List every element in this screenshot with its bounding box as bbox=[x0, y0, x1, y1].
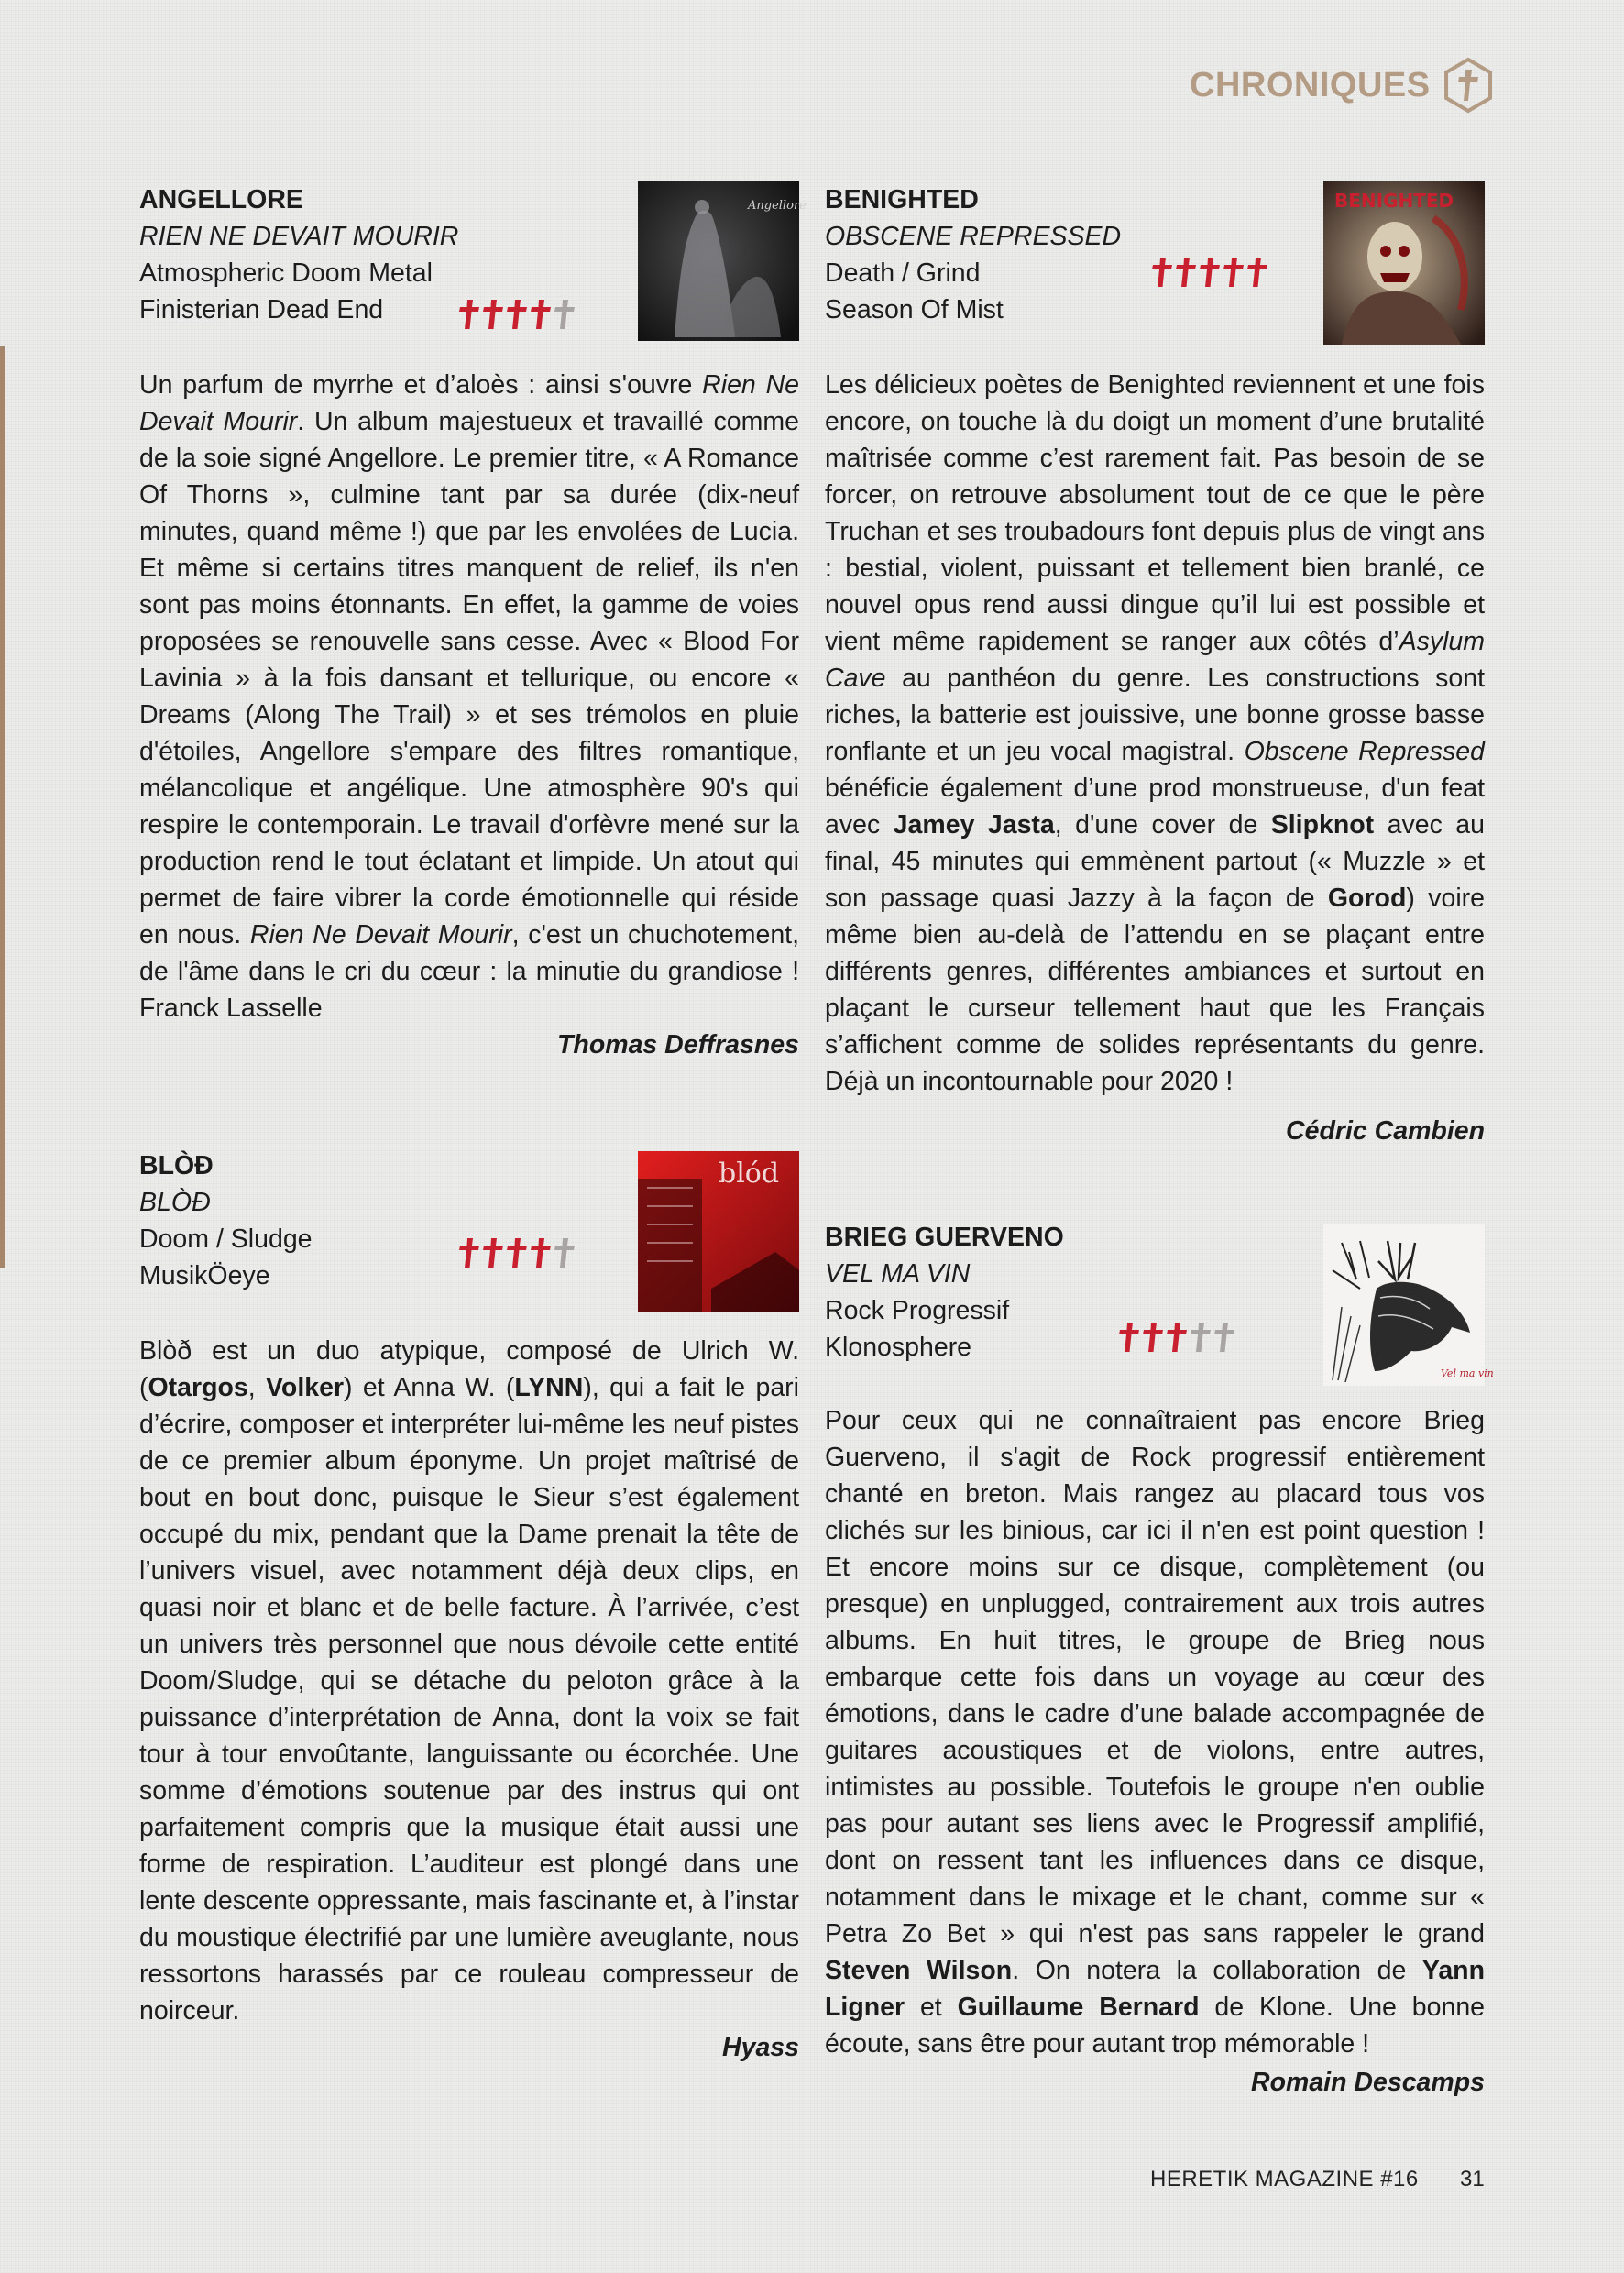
band-name: ANGELLORE bbox=[139, 185, 303, 214]
italic-run: Obscene Repressed bbox=[1244, 737, 1485, 766]
band-name: BRIEG GUERVENO bbox=[825, 1223, 1064, 1252]
text-run: , c'est un chuchotement, de l'âme dans le cri du cœur : la minutie du grandiose ! Franck Lasselle bbox=[139, 920, 800, 1023]
band-name: BENIGHTED bbox=[825, 185, 979, 214]
bold-run: Volker bbox=[266, 1373, 345, 1402]
review-paragraph bbox=[139, 1333, 799, 2029]
genre: Doom / Sludge bbox=[139, 1224, 313, 1254]
review-body bbox=[139, 367, 799, 1027]
album-title: VEL MA VIN bbox=[825, 1259, 971, 1289]
rating-cross-filled-icon bbox=[530, 1237, 552, 1268]
cover-lettering: BENIGHTED bbox=[1334, 190, 1454, 212]
review-paragraph bbox=[825, 367, 1485, 1100]
text-run: avec au final, 45 minutes qui emmènent partout (« Muzzle » et son passage quasi Jazzy à la façon de bbox=[825, 810, 1485, 913]
genre: Rock Progressif bbox=[825, 1296, 1010, 1325]
text-run: de Klone. Une bonne écoute, sans être pour autant trop mémorable ! bbox=[825, 1993, 1486, 2059]
rating-cross-empty-icon bbox=[1213, 1322, 1235, 1353]
text-run: bénéficie également d’une prod monstrueuse, d'un feat avec bbox=[825, 774, 1485, 840]
bold-run: LYNN bbox=[514, 1373, 584, 1402]
review-paragraph bbox=[139, 367, 799, 1027]
review-author: Cédric Cambien bbox=[1286, 1116, 1485, 1146]
review-paragraph bbox=[825, 1402, 1485, 2062]
rating-cross-filled-icon bbox=[1223, 257, 1245, 288]
rating-cross-filled-icon bbox=[506, 1237, 528, 1268]
rating-cross-filled-icon bbox=[1118, 1322, 1140, 1353]
rating-cross-empty-icon bbox=[1190, 1322, 1212, 1353]
album-cover bbox=[1323, 181, 1485, 345]
italic-run: Asylum Cave bbox=[825, 627, 1485, 693]
rating-cross-filled-icon bbox=[506, 299, 528, 330]
italic-run: Rien Ne Devait Mourir bbox=[139, 370, 800, 436]
text-run: . On notera la collaboration de bbox=[1012, 1956, 1422, 1985]
text-run: Les délicieux poètes de Benighted reviennent et une fois encore, on touche là du doigt un moment d’une brutalité maîtrisée comme c’est rarement fait. Pas besoin de se forcer, on retrouve absolument tout de ce que le père Truchan et ses troubadours font depuis plus de vingt ans : bestial, violent, puissant et tellement bien branlé, ce nouvel opus rend aussi dingue qu’il lui est possible et vient même rapidement se ranger aux côtés d’ bbox=[825, 370, 1485, 656]
rating-cross-filled-icon bbox=[458, 299, 480, 330]
rating-cross-filled-icon bbox=[1142, 1322, 1164, 1353]
genre: Death / Grind bbox=[825, 258, 981, 288]
review-benighted bbox=[825, 181, 1485, 1149]
review-body bbox=[825, 1402, 1485, 2062]
record-label: Season Of Mist bbox=[825, 295, 1004, 324]
rating bbox=[458, 1237, 576, 1268]
cover-lettering: Vel ma vin bbox=[1441, 1367, 1494, 1379]
svg-text:Angellore: Angellore bbox=[748, 199, 807, 213]
text-run: Pour ceux qui ne connaîtraient pas encore Brieg Guerveno, il s'agit de Rock progressif entièrement chanté en breton. Mais rangez au placard tous vos clichés sur les binious, car ici il n'en est point question ! Et encore moins sur ce disque, complètement (ou presque) en unplugged, contrairement aux trois autres albums. En huit titres, le groupe de Brieg nous embarque cette fois dans un voyage au cœur des émotions, dans le cadre d’une balade accompagnée de guitares acoustiques et de violons, entre autres, intimistes au possible. Toutefois le groupe n'en oublie pas pour autant ses liens avec le Progressif amplifié, dont on ressent tant les influences dans ce disque, notamment dans le mixage et le chant, comme sur « Petra Zo Bet » qui n'est pas sans rappeler le grand bbox=[825, 1406, 1485, 1949]
text-run: Blòð est un duo atypique, composé de Ulrich W. ( bbox=[139, 1336, 799, 1402]
album-cover bbox=[1323, 1224, 1494, 1386]
text-run: ) voire même bien au-delà de l’attendu en se plaçant entre différents genres, différentes ambiances et surtout en plaçant le curseur tellement haut que les Français s’affichent comme de solides représentants du genre. Déjà un incontournable pour 2020 ! bbox=[825, 884, 1485, 1096]
band-name: BLÒÐ bbox=[139, 1151, 214, 1180]
review-meta bbox=[139, 181, 807, 346]
page-number: 31 bbox=[1460, 2167, 1485, 2191]
review-author: Thomas Deffrasnes bbox=[557, 1030, 799, 1060]
review-author: Hyass bbox=[722, 2033, 799, 2062]
bold-run: Otargos bbox=[148, 1373, 248, 1402]
album-cover bbox=[638, 1151, 799, 1312]
footer-magazine: HERETIK MAGAZINE #16 bbox=[1150, 2167, 1419, 2191]
side-accent-bar bbox=[0, 346, 5, 1268]
rating-cross-filled-icon bbox=[1199, 257, 1221, 288]
heretik-cross-logo-icon bbox=[1440, 57, 1497, 114]
bold-run: Gorod bbox=[1327, 884, 1407, 913]
review-angellore bbox=[139, 181, 807, 1063]
album-title: BLÒÐ bbox=[139, 1188, 211, 1217]
section-title: CHRONIQUES bbox=[1190, 65, 1431, 104]
genre: Atmospheric Doom Metal bbox=[139, 258, 433, 288]
italic-run: Rien Ne Devait Mourir bbox=[249, 920, 512, 950]
rating-cross-filled-icon bbox=[1151, 257, 1173, 288]
rating bbox=[1118, 1322, 1235, 1353]
cover-lettering: blód bbox=[719, 1158, 780, 1190]
rating-cross-filled-icon bbox=[482, 299, 504, 330]
text-run: Un parfum de myrrhe et d’aloès : ainsi s'ouvre bbox=[139, 370, 703, 400]
rating-cross-filled-icon bbox=[458, 1237, 480, 1268]
rating-cross-filled-icon bbox=[482, 1237, 504, 1268]
review-meta bbox=[825, 1219, 1494, 1384]
rating-cross-filled-icon bbox=[530, 299, 552, 330]
rating-cross-filled-icon bbox=[1175, 257, 1197, 288]
text-run: au panthéon du genre. Les constructions sont riches, la batterie est jouissive, une bonne grosse basse ronflante et un jeu vocal magistral. bbox=[825, 664, 1485, 766]
review-author: Romain Descamps bbox=[1250, 2068, 1485, 2097]
album-title: OBSCENE REPRESSED bbox=[825, 222, 1122, 251]
review-blod bbox=[139, 1147, 799, 2066]
album-cover bbox=[638, 181, 807, 341]
text-run: , d'une cover de bbox=[1054, 810, 1271, 840]
review-body bbox=[825, 367, 1485, 1100]
rating bbox=[458, 299, 576, 330]
review-meta bbox=[825, 181, 1485, 346]
review-meta bbox=[139, 1147, 799, 1312]
album-title: RIEN NE DEVAIT MOURIR bbox=[139, 222, 459, 251]
rating-cross-filled-icon bbox=[1246, 257, 1268, 288]
review-brieg-guerveno bbox=[825, 1219, 1494, 2101]
rating-cross-empty-icon bbox=[554, 1237, 576, 1268]
record-label: Finisterian Dead End bbox=[139, 295, 384, 324]
bold-run: Guillaume Bernard bbox=[957, 1993, 1200, 2022]
record-label: MusikÖeye bbox=[139, 1261, 270, 1290]
rating-cross-empty-icon bbox=[554, 299, 576, 330]
text-run: ) et Anna W. ( bbox=[344, 1373, 515, 1402]
text-run: , bbox=[247, 1373, 267, 1402]
bold-run: Yann Ligner bbox=[825, 1956, 1485, 2022]
bold-run: Slipknot bbox=[1270, 810, 1375, 840]
text-run: . Un album majestueux et travaillé comme de la soie signé Angellore. Le premier titre, « A Romance Of Thorns », culmine tant par sa durée (dix-neuf minutes, quand même !) que par les envolées de Lucia. Et même si certains titres manquent de relief, ils n'en sont pas moins étonnants. En effet, la gamme de voies proposées se renouvelle sans cesse. Avec « Blood For Lavinia » à la fois dansant et tellurique, ou encore « Dreams (Along The Trail) » et ses trémolos en pluie d'étoiles, Angellore s'empare des filtres romantique, mélancolique et angélique. Une atmosphère 90's qui respire le contemporain. Le travail d'orfèvre mené sur la production rend le tout éclatant et limpide. Un atout qui permet de faire vibrer la corde émotionnelle qui réside en nous. bbox=[139, 407, 799, 950]
rating bbox=[1151, 257, 1268, 288]
section-header bbox=[1190, 57, 1497, 114]
text-run: et bbox=[905, 1993, 958, 2022]
record-label: Klonosphere bbox=[825, 1333, 972, 1362]
rating-cross-filled-icon bbox=[1166, 1322, 1188, 1353]
text-run: ), qui a fait le pari d’écrire, composer et interpréter lui-même les neuf pistes de ce premier album éponyme. Un projet maîtrisé de bout en bout donc, puisque le Sieur s’est également occupé du mix, pendant que la Dame prenait la tête de l’univers visuel, avec notamment déjà deux clips, en quasi noir et blanc et de belle facture. À l’arrivée, c’est un univers très personnel que nous dévoile cette entité Doom/Sludge, qui se détache du peloton grâce à la puissance d’interprétation de Anna, dont la voix se fait tour à tour envoûtante, languissante ou écorchée. Une somme d’émotions soutenue par des instrus qui ont parfaitement compris que la musique était aussi une forme de respiration. L’auditeur est plongé dans une lente descente oppressante, mais fascinante et, à l’instar du moustique électrifié par une lumière aveuglante, nous ressortons harassés par ce rouleau compresseur de noirceur. bbox=[139, 1373, 799, 2026]
review-body bbox=[139, 1333, 799, 2029]
bold-run: Steven Wilson bbox=[825, 1956, 1013, 1985]
bold-run: Jamey Jasta bbox=[893, 810, 1055, 840]
